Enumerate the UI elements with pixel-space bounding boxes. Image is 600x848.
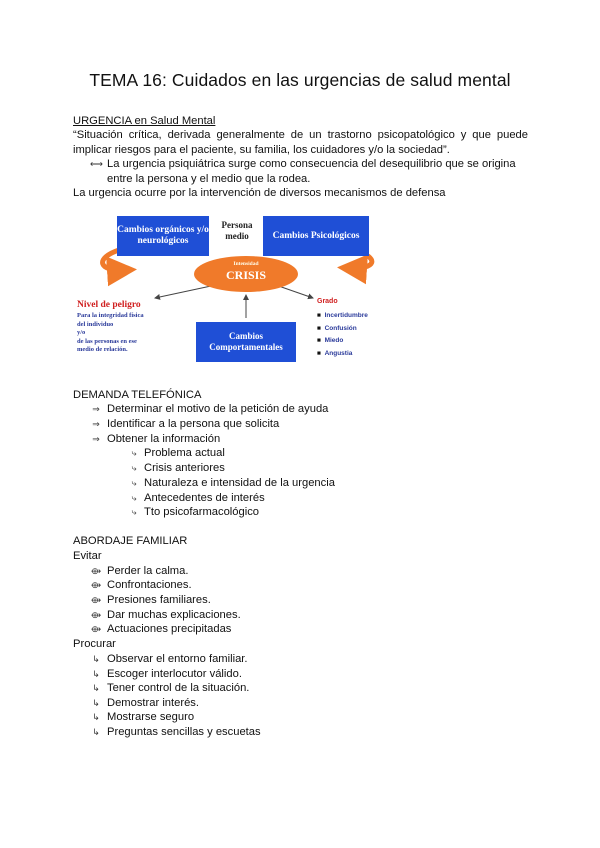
evitar-item: Dar muchas explicaciones. xyxy=(107,609,241,621)
page-title: TEMA 16: Cuidados en las urgencias de salud mental xyxy=(89,70,511,90)
procurar-item: Demostrar interés. xyxy=(107,697,200,709)
urgencia-bullet-line2: entre la persona y el medio que la rodea. xyxy=(107,173,311,185)
urgencia-bullet-line1: La urgencia psiquiátrica surge como consecuencia del desequilibrio que se origina xyxy=(107,158,516,170)
grado-item: ■ Miedo xyxy=(317,337,344,344)
crisis-diagram xyxy=(77,210,385,365)
urgencia-heading: URGENCIA en Salud Mental xyxy=(73,115,216,127)
hook-arrow-icon: ↳ xyxy=(92,698,100,708)
demanda-sub-item: Tto psicofarmacológico xyxy=(144,506,260,518)
grado-title: Grado xyxy=(317,298,338,305)
curved-arrow-icon: ⤷ xyxy=(131,448,137,458)
diamond-arrow-icon: ⟴ xyxy=(90,595,102,605)
hook-arrow-icon: ↳ xyxy=(92,683,100,693)
procurar-item: Mostrarse seguro xyxy=(107,711,195,723)
curved-arrow-icon: ⤷ xyxy=(131,493,137,503)
demanda-sub-item: Crisis anteriores xyxy=(144,462,225,474)
diamond-arrow-icon: ⟴ xyxy=(90,624,102,634)
persona-medio-label: Persona medio xyxy=(221,220,253,241)
diamond-arrow-icon: ⟴ xyxy=(90,580,102,590)
demanda-sub-item: Antecedentes de interés xyxy=(144,492,265,504)
nivel-peligro-text xyxy=(77,312,144,355)
grado-item: ■ Incertidumbre xyxy=(317,312,368,319)
urgencia-quote: “Situación crítica, derivada generalmente de un trastorno psicopatológico y que puede implicar riesgos para el paciente, su familia, los cuidadores y/o la sociedad”. xyxy=(73,129,528,156)
grado-list xyxy=(317,310,368,360)
evitar-item: Actuaciones precipitadas xyxy=(107,623,232,635)
curved-arrow-icon: ⤷ xyxy=(131,463,137,473)
demanda-sub-item: Naturaleza e intensidad de la urgencia xyxy=(144,477,335,489)
demanda-item: Determinar el motivo de la petición de ayuda xyxy=(107,403,329,415)
evitar-item: Presiones familiares. xyxy=(107,594,211,606)
evitar-item: Confrontaciones. xyxy=(107,579,192,591)
procurar-item: Tener control de la situación. xyxy=(107,682,250,694)
nivel-line: medio de relación. xyxy=(77,346,128,353)
evitar-label: Evitar xyxy=(73,550,102,562)
procurar-item: Observar el entorno familiar. xyxy=(107,653,248,665)
crisis-intensidad: Intensidad xyxy=(233,261,259,267)
curved-arrow-icon: ⤷ xyxy=(131,507,137,517)
nivel-line: y/o xyxy=(77,329,86,336)
hook-arrow-icon: ↳ xyxy=(92,712,100,722)
abordaje-heading: ABORDAJE FAMILIAR xyxy=(73,535,188,547)
grado-item: ■ Confusión xyxy=(317,324,357,332)
hook-arrow-icon: ↳ xyxy=(92,669,100,679)
procurar-item: Escoger interlocutor válido. xyxy=(107,668,242,680)
double-arrow-icon: ⟷ xyxy=(90,159,103,169)
hook-arrow-icon: ↳ xyxy=(92,727,100,737)
demanda-item: Obtener la información xyxy=(107,433,221,445)
arrow-icon: ⇒ xyxy=(92,434,100,444)
nivel-peligro-title: Nivel de peligro xyxy=(77,300,141,310)
demanda-sub-item: Problema actual xyxy=(144,447,225,459)
arrow-icon: ⇒ xyxy=(92,404,100,414)
nivel-line: de las personas en ese xyxy=(77,337,137,345)
evitar-item: Perder la calma. xyxy=(107,565,189,577)
crisis-ellipse xyxy=(194,256,298,292)
box-cambios-comportamentales: Cambios Comportamentales xyxy=(196,322,296,362)
box-cambios-psicologicos: Cambios Psicológicos xyxy=(263,216,369,256)
demanda-item: Identificar a la persona que solicita xyxy=(107,418,280,430)
diamond-arrow-icon: ⟴ xyxy=(90,610,102,620)
grado-item: ■ Angustia xyxy=(317,349,353,357)
nivel-line: Para la integridad física xyxy=(77,312,144,319)
crisis-label: CRISIS xyxy=(225,268,267,282)
hook-arrow-icon: ↳ xyxy=(92,654,100,664)
urgencia-after: La urgencia ocurre por la intervención de diversos mecanismos de defensa xyxy=(73,187,446,199)
procurar-item: Preguntas sencillas y escuetas xyxy=(107,726,261,738)
arrow-icon: ⇒ xyxy=(92,419,100,429)
procurar-label: Procurar xyxy=(73,638,116,650)
nivel-line: del individuo xyxy=(77,320,114,328)
demanda-heading: DEMANDA TELEFÓNICA xyxy=(73,389,202,401)
box-cambios-organicos: Cambios orgánicos y/o neurológicos xyxy=(117,216,209,256)
diamond-arrow-icon: ⟴ xyxy=(90,566,102,576)
curved-arrow-icon: ⤷ xyxy=(131,478,137,488)
